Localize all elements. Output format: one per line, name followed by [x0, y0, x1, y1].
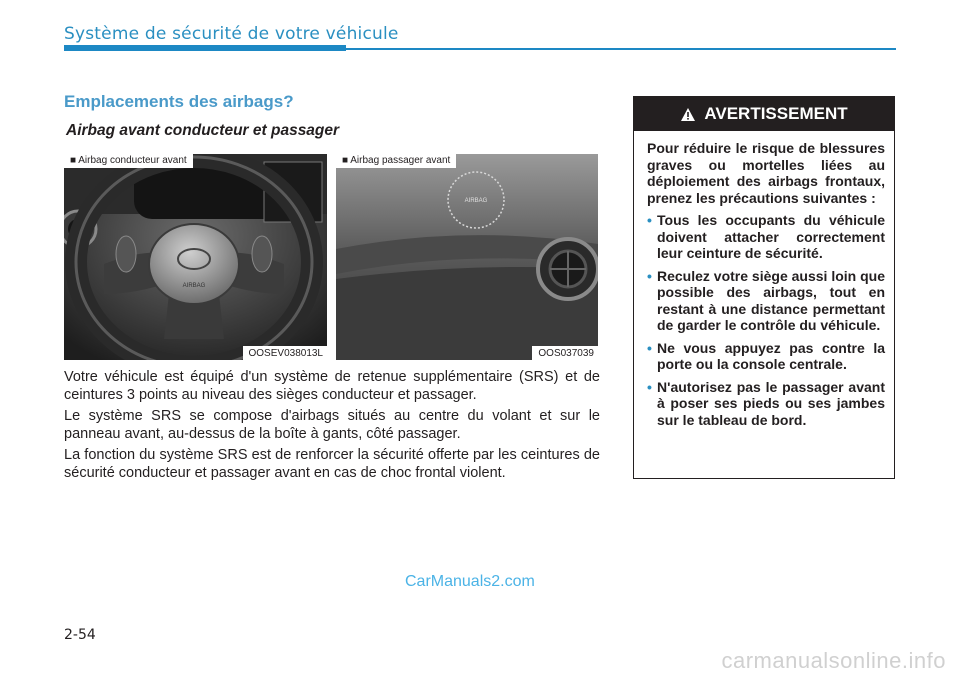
bullet-icon: •	[647, 339, 652, 356]
passenger-airbag-caption: ■ Airbag passager avant	[336, 154, 456, 168]
warning-item	[647, 379, 885, 429]
section-subtitle: Airbag avant conducteur et passager	[66, 122, 340, 139]
passenger-airbag-code: OOS037039	[532, 346, 598, 360]
passenger-airbag-hub-label: AIRBAG	[464, 198, 488, 204]
driver-airbag-photo	[64, 154, 327, 360]
warning-item	[647, 340, 885, 373]
passenger-airbag-photo	[336, 154, 598, 360]
body-paragraph: Le système SRS se compose d'airbags situés au centre du volant et sur le panneau avant, au-dessus de la boîte à gants, côté passager.	[64, 408, 600, 442]
driver-airbag-caption: ■ Airbag conducteur avant	[64, 154, 193, 168]
warning-item-text: N'autorisez pas le passager avant à poser ses pieds ou ses jambes sur le tableau de bord.	[657, 378, 885, 428]
warning-item-text: Tous les occupants du véhicule doivent attacher correctement leur ceinture de sécurité.	[657, 212, 885, 261]
header-rule	[346, 48, 896, 50]
warning-item	[647, 212, 885, 262]
warning-header	[634, 97, 894, 131]
bullet-icon: •	[647, 212, 652, 228]
dashboard-illustration	[336, 154, 598, 360]
warning-box	[633, 96, 895, 479]
header-rule-accent	[64, 45, 346, 51]
warning-triangle-icon	[680, 107, 696, 122]
bullet-icon: •	[647, 267, 652, 284]
warning-intro: Pour réduire le risque de blessures graves ou mortelles liées au déploiement des airbags frontaux, prenez les précautions suivantes :	[647, 140, 885, 206]
driver-airbag-code: OOSEV038013L	[243, 346, 328, 360]
warning-list	[647, 212, 885, 428]
warning-item	[647, 268, 885, 334]
steering-wheel-illustration	[64, 154, 327, 360]
warning-item-text: Reculez votre siège aussi loin que possible des airbags, tout en restant à une distance permettant de garder le contrôle du véhicule.	[657, 267, 885, 333]
warning-item-text: Ne vous appuyez pas contre la porte ou la console centrale.	[657, 339, 885, 372]
section-title: Emplacements des airbags?	[64, 92, 294, 111]
body-paragraph: Votre véhicule est équipé d'un système de retenue supplémentaire (SRS) et de ceintures 3 points au niveau des sièges conducteur et passager.	[64, 369, 600, 403]
bullet-icon: •	[647, 378, 652, 395]
page-number: 2-54	[64, 627, 96, 643]
warning-body	[634, 131, 894, 428]
chapter-title: Système de sécurité de votre véhicule	[64, 24, 399, 44]
warning-title: AVERTISSEMENT	[704, 104, 848, 123]
driver-airbag-hub-label: AIRBAG	[182, 283, 206, 289]
body-text	[64, 369, 600, 486]
body-paragraph: La fonction du système SRS est de renforcer la sécurité offerte par les ceintures de sécurité conducteur et passager avant en cas de choc frontal violent.	[64, 447, 600, 481]
watermark-link[interactable]: CarManuals2.com	[405, 573, 535, 590]
site-watermark: carmanualsonline.info	[721, 648, 946, 673]
